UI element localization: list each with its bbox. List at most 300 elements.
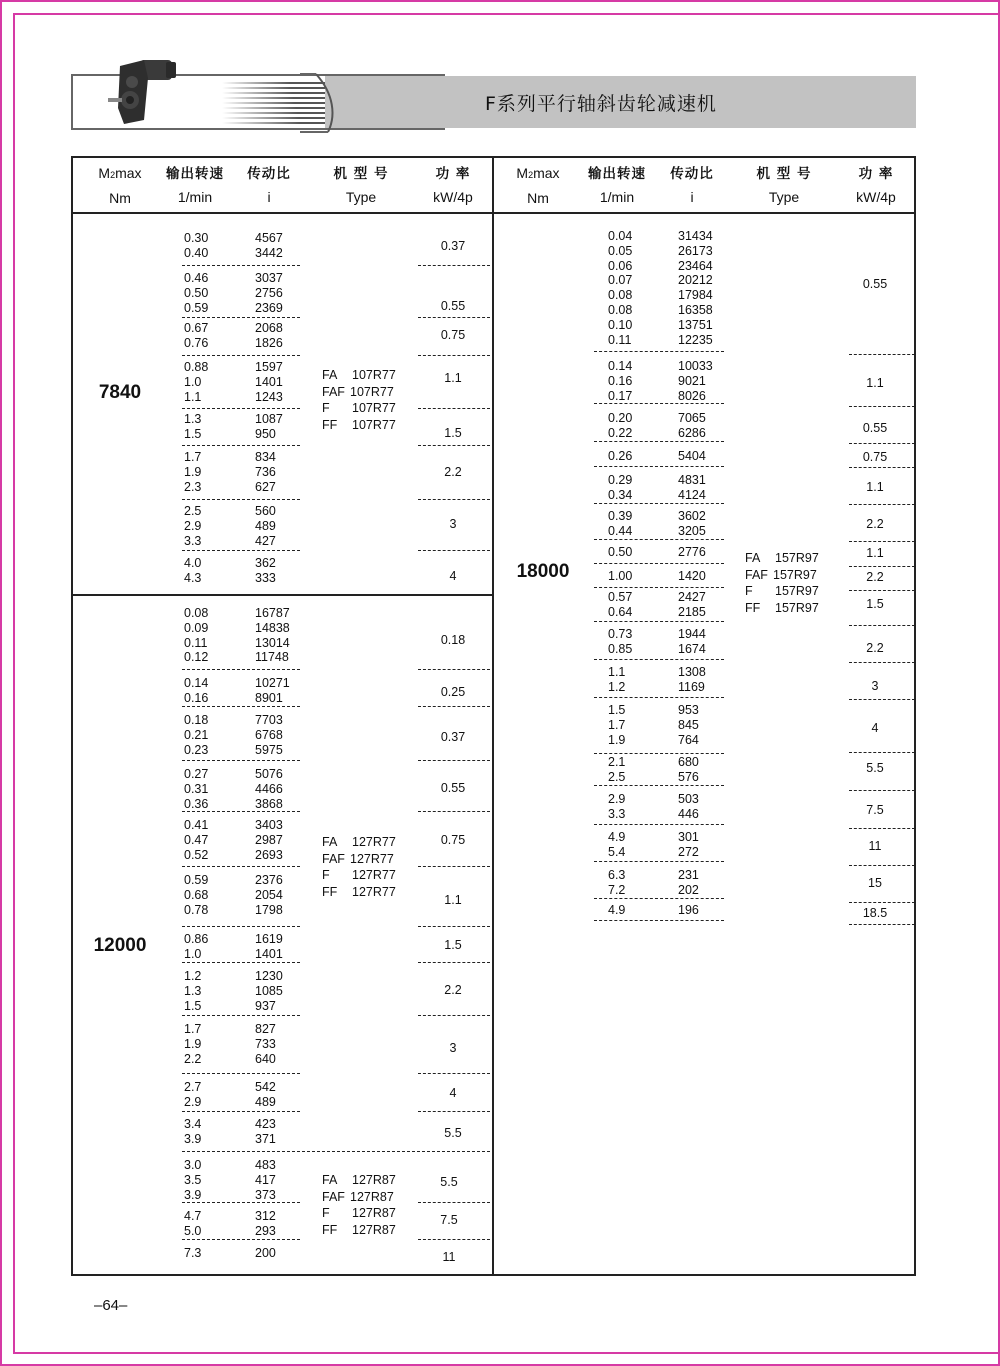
row-divider: [594, 466, 724, 467]
column-header: [498, 162, 578, 210]
column-header-line2: Nm: [109, 190, 131, 206]
type-model: 157R97: [775, 600, 819, 615]
undefined-speed: 0.41: [184, 818, 209, 832]
undefined-speed: 1.0: [184, 374, 202, 389]
power-value: 2.2: [866, 641, 884, 655]
power-divider: [418, 669, 490, 670]
row-divider: [182, 926, 300, 927]
undefined-ratio: 312: [255, 1209, 276, 1223]
power-value: 2.2: [444, 983, 462, 997]
table-header-rule: [71, 212, 916, 214]
undefined-ratio: 11748: [255, 650, 289, 665]
undefined-ratio: 202: [678, 882, 699, 897]
undefined-ratio: 2185: [678, 604, 706, 619]
power-value: 0.55: [440, 781, 466, 795]
undefined-speed: 2.2: [184, 1051, 202, 1066]
undefined-ratio: 2369: [255, 300, 283, 315]
undefined-ratio: 1230: [255, 969, 283, 983]
row-divider: [182, 355, 300, 356]
undefined-speed: 0.12: [184, 650, 209, 665]
column-header-line1: [657, 162, 727, 186]
undefined-ratio: 417: [255, 1172, 276, 1187]
max-torque-value: 12000: [93, 935, 147, 956]
type-model-line: [745, 567, 817, 584]
power-divider: [418, 445, 490, 446]
undefined-speed: 0.14: [184, 676, 209, 690]
undefined-speed: 0.59: [184, 300, 209, 315]
type-model: 127R87: [352, 1173, 396, 1187]
undefined-speed: 0.11: [608, 332, 632, 347]
undefined-speed: 0.31: [184, 781, 209, 796]
power-divider: [418, 1202, 490, 1203]
undefined-speed: 1.5: [608, 703, 626, 717]
power-value: 11: [868, 839, 882, 853]
undefined-speed: 0.26: [608, 449, 633, 463]
power-divider: [418, 1015, 490, 1016]
power-value: 1.5: [444, 938, 462, 952]
column-header-line1: [413, 162, 493, 186]
undefined-speed: 0.68: [184, 887, 209, 902]
type-model: 127R77: [352, 868, 396, 883]
power-value: 4: [871, 721, 879, 735]
power-value: 3: [449, 1041, 457, 1055]
power-value: 0.75: [440, 833, 466, 847]
power-value: 5.5: [866, 761, 884, 775]
row-divider: [594, 898, 724, 899]
undefined-speed: 7.3: [184, 1246, 202, 1260]
power-divider: [849, 590, 915, 591]
column-header-line1: [836, 162, 916, 186]
power-divider: [418, 926, 490, 927]
undefined-speed: 0.22: [608, 425, 633, 440]
type-model-line: [322, 884, 396, 901]
power-divider: [849, 354, 915, 355]
undefined-speed: 0.07: [608, 273, 633, 288]
undefined-ratio: 1401: [255, 374, 283, 389]
undefined-ratio: 231: [678, 868, 699, 882]
column-header-line1: [301, 162, 421, 186]
type-prefix: F: [745, 584, 753, 599]
type-model-line: [322, 851, 394, 868]
undefined-ratio: 2376: [255, 873, 283, 887]
type-prefix: FF: [322, 1222, 338, 1237]
undefined-ratio: 1087: [255, 412, 283, 426]
undefined-speed: 0.29: [608, 473, 633, 487]
undefined-ratio: 446: [678, 806, 699, 821]
power-divider: [849, 443, 915, 444]
column-header: [724, 162, 844, 209]
row-divider: [594, 503, 724, 504]
undefined-ratio: 1401: [255, 946, 283, 961]
row-divider: [182, 1111, 300, 1112]
type-model: 107R77: [352, 368, 396, 382]
max-torque-value: 18000: [516, 561, 570, 582]
power-divider: [418, 1073, 490, 1074]
undefined-speed: 4.0: [184, 556, 202, 570]
table-center-divider: [492, 156, 494, 1276]
type-model: 107R77: [352, 417, 396, 432]
power-divider: [418, 265, 490, 266]
undefined-speed: 1.9: [184, 464, 202, 479]
column-header-line1: [577, 162, 657, 186]
power-value: 1.5: [444, 426, 462, 440]
power-value: 3: [449, 517, 457, 531]
type-model: 107R77: [352, 401, 396, 416]
header-text: 机 型 号: [756, 166, 812, 182]
type-prefix: F: [322, 1206, 330, 1221]
undefined-speed: 0.78: [184, 902, 209, 917]
column-header-line1: [155, 162, 235, 186]
power-value: 1.1: [866, 546, 884, 560]
section-rule-left-1: [71, 594, 493, 596]
undefined-ratio: 503: [678, 792, 699, 806]
undefined-speed: 0.23: [184, 742, 209, 757]
power-value: 0.75: [862, 450, 888, 464]
type-prefix: FAF: [322, 851, 345, 866]
header-text: 功 率: [858, 166, 894, 182]
undefined-ratio: 26173: [678, 243, 713, 258]
undefined-speed: 0.47: [184, 832, 209, 847]
undefined-speed: 0.85: [608, 641, 633, 656]
undefined-ratio: 1085: [255, 983, 283, 998]
power-divider: [418, 408, 490, 409]
model-divider: [182, 1151, 490, 1152]
undefined-speed: 0.09: [184, 620, 209, 635]
row-divider: [594, 441, 724, 442]
undefined-speed: 0.16: [608, 373, 633, 388]
power-value: 18.5: [862, 906, 888, 920]
undefined-speed: 0.18: [184, 713, 209, 727]
undefined-ratio: 8026: [678, 388, 706, 403]
undefined-ratio: 680: [678, 755, 699, 769]
undefined-speed: 0.10: [608, 317, 633, 332]
power-divider: [849, 566, 915, 567]
column-header: [577, 162, 657, 209]
column-header-line2: i: [690, 189, 694, 205]
header-subscript: 2: [110, 170, 116, 180]
undefined-ratio: 3602: [678, 509, 706, 523]
column-header: [155, 162, 235, 209]
undefined-ratio: 20212: [678, 273, 713, 288]
undefined-speed: 6.3: [608, 868, 626, 882]
type-model-line: [322, 834, 396, 851]
row-divider: [182, 408, 300, 409]
type-prefix: FF: [322, 417, 338, 432]
undefined-ratio: 301: [678, 830, 699, 844]
type-prefix: FAF: [322, 384, 345, 399]
undefined-speed: 3.0: [184, 1158, 202, 1172]
column-header-line2: kW/4p: [856, 189, 896, 205]
undefined-ratio: 8901: [255, 690, 283, 705]
undefined-speed: 1.9: [184, 1036, 202, 1051]
undefined-speed: 2.1: [608, 755, 626, 769]
undefined-ratio: 1674: [678, 641, 706, 656]
header-subscript: 2: [528, 170, 534, 180]
type-model: 157R97: [773, 567, 817, 582]
power-divider: [849, 662, 915, 663]
header-text: 输出转速: [166, 166, 224, 182]
power-value: 0.18: [440, 633, 466, 647]
undefined-ratio: 627: [255, 479, 276, 494]
column-header: [234, 162, 304, 209]
power-value: 4: [449, 569, 457, 583]
undefined-speed: 4.7: [184, 1209, 202, 1223]
power-divider: [849, 406, 915, 407]
page-title: F系列平行轴斜齿轮减速机: [485, 93, 717, 115]
undefined-ratio: 4567: [255, 231, 283, 245]
undefined-ratio: 371: [255, 1131, 276, 1146]
undefined-ratio: 845: [678, 717, 699, 732]
undefined-ratio: 1944: [678, 627, 706, 641]
undefined-ratio: 7065: [678, 411, 706, 425]
undefined-speed: 0.59: [184, 873, 209, 887]
power-value: 0.37: [440, 730, 466, 744]
undefined-speed: 0.08: [608, 303, 633, 317]
row-divider: [182, 265, 300, 266]
undefined-speed: 4.9: [608, 830, 626, 844]
undefined-speed: 2.5: [184, 504, 202, 518]
power-value: 2.2: [444, 465, 462, 479]
undefined-ratio: 736: [255, 464, 276, 479]
undefined-ratio: 764: [678, 732, 699, 747]
undefined-speed: 1.3: [184, 983, 202, 998]
power-divider: [418, 1239, 490, 1240]
undefined-ratio: 640: [255, 1051, 276, 1066]
undefined-ratio: 5076: [255, 767, 283, 781]
undefined-ratio: 293: [255, 1223, 276, 1238]
type-model: 127R87: [350, 1189, 394, 1204]
column-header: [80, 162, 160, 210]
undefined-ratio: 6768: [255, 727, 283, 742]
type-prefix: F: [322, 401, 330, 416]
type-prefix: FA: [322, 368, 338, 382]
power-value: 0.25: [440, 685, 466, 699]
undefined-speed: 2.7: [184, 1080, 202, 1094]
undefined-ratio: 2987: [255, 832, 283, 847]
power-divider: [849, 625, 915, 626]
type-model: 127R87: [352, 1222, 396, 1237]
undefined-ratio: 542: [255, 1080, 276, 1094]
undefined-ratio: 1798: [255, 902, 283, 917]
undefined-speed: 1.1: [184, 389, 202, 404]
gear-reducer-image: [104, 58, 184, 124]
undefined-speed: 0.17: [608, 388, 633, 403]
power-value: 0.55: [862, 421, 888, 435]
power-value: 0.75: [440, 328, 466, 342]
undefined-ratio: 2054: [255, 887, 283, 902]
column-header-line1: [234, 162, 304, 186]
power-divider: [418, 355, 490, 356]
row-divider: [594, 539, 724, 540]
row-divider: [182, 445, 300, 446]
row-divider: [182, 669, 300, 670]
undefined-speed: 0.64: [608, 604, 633, 619]
undefined-speed: 0.76: [184, 335, 209, 350]
power-value: 1.1: [444, 371, 462, 385]
undefined-ratio: 1597: [255, 360, 283, 374]
undefined-ratio: 2756: [255, 285, 283, 300]
undefined-ratio: 3403: [255, 818, 283, 832]
type-model-line: [745, 583, 819, 600]
type-model: 127R77: [352, 835, 396, 849]
undefined-ratio: 1243: [255, 389, 283, 404]
power-divider: [849, 541, 915, 542]
undefined-ratio: 23464: [678, 258, 713, 273]
type-prefix: FAF: [322, 1189, 345, 1204]
undefined-speed: 1.1: [608, 665, 626, 679]
type-model: 107R77: [350, 384, 394, 399]
undefined-ratio: 937: [255, 998, 276, 1013]
undefined-speed: 2.5: [608, 769, 626, 784]
header-text: max: [533, 165, 560, 181]
type-prefix: FA: [322, 1173, 338, 1187]
row-divider: [182, 962, 300, 963]
power-divider: [418, 866, 490, 867]
column-header: [836, 162, 916, 209]
power-value: 7.5: [440, 1213, 458, 1227]
row-divider: [182, 866, 300, 867]
type-model: 157R97: [775, 551, 819, 565]
undefined-speed: 2.9: [184, 1094, 202, 1109]
column-header-line2: i: [267, 189, 271, 205]
power-value: 0.55: [440, 299, 466, 313]
type-prefix: FF: [745, 600, 761, 615]
power-divider: [849, 828, 915, 829]
undefined-speed: 0.06: [608, 258, 633, 273]
type-model-line: [322, 417, 396, 434]
undefined-speed: 3.9: [184, 1187, 202, 1202]
undefined-speed: 0.14: [608, 359, 633, 373]
undefined-ratio: 7703: [255, 713, 283, 727]
header-text: M: [516, 165, 529, 181]
undefined-ratio: 373: [255, 1187, 276, 1202]
column-header-line1: [724, 162, 844, 186]
undefined-speed: 5.4: [608, 844, 626, 859]
header-text: max: [115, 165, 142, 181]
type-model-line: [322, 1222, 396, 1239]
undefined-speed: 0.36: [184, 796, 209, 811]
undefined-ratio: 196: [678, 903, 699, 917]
undefined-ratio: 14838: [255, 620, 290, 635]
column-header-line2: 1/min: [177, 189, 213, 205]
column-header-line1: [498, 162, 578, 187]
undefined-ratio: 4124: [678, 487, 706, 502]
power-divider: [418, 1111, 490, 1112]
undefined-ratio: 3205: [678, 523, 706, 538]
undefined-speed: 1.2: [608, 679, 626, 694]
power-value: 1.1: [866, 376, 884, 390]
power-value: 0.55: [862, 277, 888, 291]
undefined-speed: 0.88: [184, 360, 209, 374]
undefined-ratio: 9021: [678, 373, 706, 388]
row-divider: [182, 499, 300, 500]
power-value: 3: [871, 679, 879, 693]
row-divider: [594, 621, 724, 622]
header-text: 功 率: [435, 166, 471, 182]
undefined-speed: 0.40: [184, 245, 209, 260]
undefined-speed: 0.50: [608, 545, 633, 559]
undefined-speed: 2.9: [184, 518, 202, 533]
undefined-speed: 0.67: [184, 321, 209, 335]
column-header-line1: [80, 162, 160, 187]
row-divider: [182, 1015, 300, 1016]
column-header-line2: kW/4p: [433, 189, 473, 205]
undefined-speed: 1.7: [608, 717, 626, 732]
undefined-speed: 0.39: [608, 509, 633, 523]
undefined-speed: 0.46: [184, 271, 209, 285]
type-prefix: FF: [322, 884, 338, 899]
undefined-speed: 0.04: [608, 229, 633, 243]
undefined-speed: 3.5: [184, 1172, 202, 1187]
undefined-speed: 1.7: [184, 450, 202, 464]
undefined-speed: 0.08: [184, 606, 209, 620]
banner-curve: [300, 70, 360, 136]
power-divider: [849, 902, 915, 903]
column-header: [657, 162, 727, 209]
undefined-speed: 0.52: [184, 847, 209, 862]
power-value: 2.2: [866, 517, 884, 531]
row-divider: [182, 1073, 300, 1074]
undefined-ratio: 2776: [678, 545, 706, 559]
power-divider: [849, 865, 915, 866]
undefined-ratio: 1308: [678, 665, 706, 679]
undefined-speed: 0.16: [184, 690, 209, 705]
undefined-ratio: 1619: [255, 932, 283, 946]
undefined-ratio: 3037: [255, 271, 283, 285]
undefined-speed: 0.57: [608, 590, 633, 604]
undefined-speed: 1.3: [184, 412, 202, 426]
header-text: 传动比: [670, 166, 714, 182]
row-divider: [594, 697, 724, 698]
undefined-ratio: 362: [255, 556, 276, 570]
undefined-ratio: 13014: [255, 635, 290, 650]
power-value: 0.37: [440, 239, 466, 253]
undefined-speed: 1.2: [184, 969, 202, 983]
row-divider: [182, 1239, 300, 1240]
undefined-speed: 0.50: [184, 285, 209, 300]
undefined-speed: 0.21: [184, 727, 209, 742]
undefined-ratio: 6286: [678, 425, 706, 440]
power-divider: [849, 467, 915, 468]
undefined-speed: 5.0: [184, 1223, 202, 1238]
type-prefix: FAF: [745, 567, 768, 582]
row-divider: [594, 753, 724, 754]
undefined-ratio: 3442: [255, 245, 283, 260]
undefined-ratio: 827: [255, 1022, 276, 1036]
type-model: 127R77: [350, 851, 394, 866]
undefined-ratio: 3868: [255, 796, 283, 811]
power-divider: [418, 760, 490, 761]
column-header-line2: 1/min: [599, 189, 635, 205]
row-divider: [182, 760, 300, 761]
power-divider: [849, 790, 915, 791]
row-divider: [594, 785, 724, 786]
type-model-line: [322, 867, 396, 884]
undefined-speed: 4.3: [184, 570, 202, 585]
row-divider: [594, 920, 724, 921]
max-torque-value: 7840: [98, 382, 142, 403]
undefined-ratio: 1169: [678, 679, 705, 694]
undefined-speed: 1.7: [184, 1022, 202, 1036]
undefined-speed: 2.3: [184, 479, 202, 494]
header-text: 机 型 号: [333, 166, 389, 182]
undefined-ratio: 427: [255, 533, 276, 548]
undefined-ratio: 200: [255, 1246, 276, 1260]
type-model: 127R87: [352, 1206, 396, 1221]
undefined-speed: 0.08: [608, 288, 633, 303]
type-model-line: [322, 400, 396, 417]
undefined-ratio: 13751: [678, 317, 713, 332]
